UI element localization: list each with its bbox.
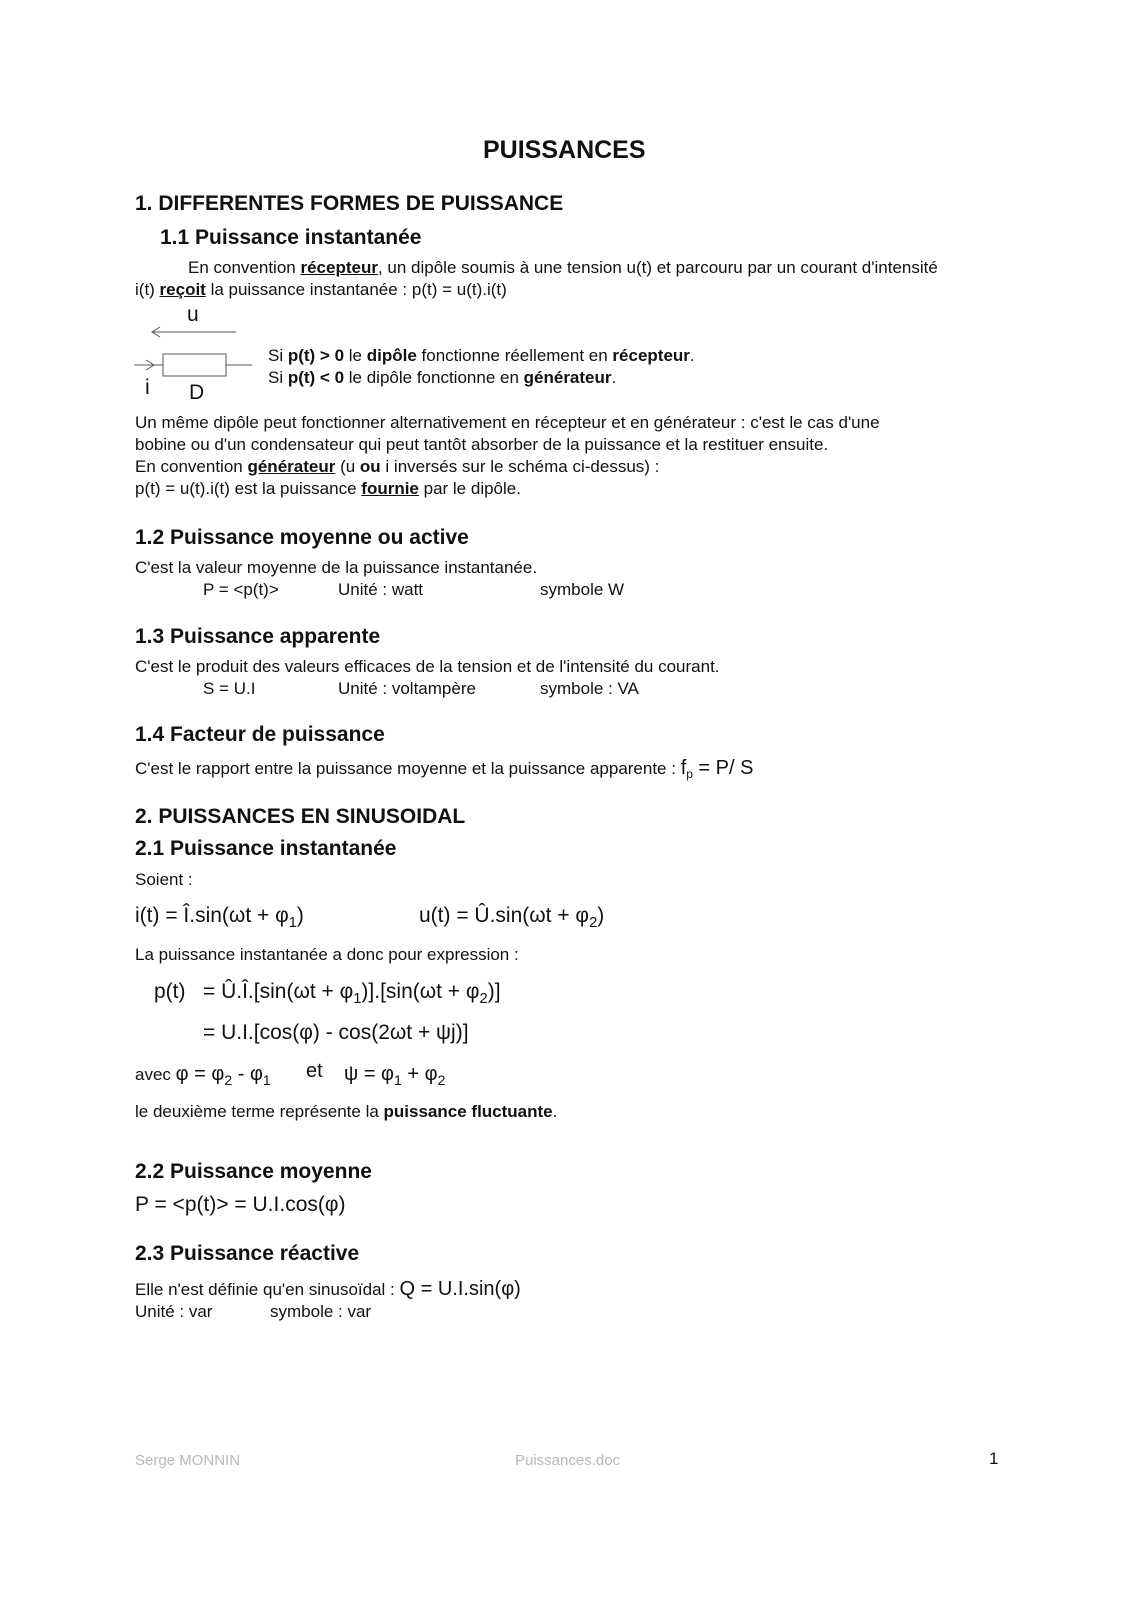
- paragraph-line: La puissance instantanée a donc pour expression :: [135, 945, 519, 964]
- footer-author: Serge MONNIN: [135, 1452, 241, 1469]
- average-power-formula: P = <p(t)> = U.I.cos(φ): [135, 1193, 346, 1216]
- page-title: PUISSANCES: [483, 136, 646, 164]
- section-2-2-heading: 2.2 Puissance moyenne: [135, 1160, 372, 1183]
- footer-filename: Puissances.doc: [515, 1452, 621, 1469]
- psi-definition: $\psi = \varphi_1 + \varphi_2$: [344, 1063, 446, 1088]
- paragraph-line: C'est le rapport entre la puissance moyenne et la puissance apparente : $f_p = P/$ S: [135, 757, 754, 782]
- formula: S = U.I: [203, 679, 256, 698]
- section-1-1-heading: 1.1 Puissance instantanée: [160, 226, 422, 249]
- current-equation: i(t) = Î.sin(ωt + $\varphi_1$): [135, 904, 304, 932]
- condition-generator: Si p(t) < 0 le dipôle fonctionne en générateur.: [268, 368, 617, 387]
- paragraph-line: Soient :: [135, 870, 193, 889]
- section-2-3-heading: 2.3 Puissance réactive: [135, 1242, 360, 1265]
- page-number: 1: [989, 1449, 999, 1468]
- symbol: symbole : VA: [540, 679, 639, 698]
- paragraph-line: En convention récepteur, un dipôle soumis à une tension u(t) et parcouru par un courant d'intensité: [188, 258, 938, 277]
- power-equation-expanded: = U.I.[cos(φ) - cos(2ωt + ψj)]: [203, 1021, 469, 1044]
- power-equation: p(t) = Û.Î.[sin(ωt + $\varphi_1)].[\sin(\omega t + \varphi_2)]$: [154, 980, 501, 1008]
- paragraph-line: C'est le produit des valeurs efficaces de la tension et de l'intensité du courant.: [135, 657, 720, 676]
- unit: Unité : voltampère: [338, 679, 476, 698]
- dipole-label: D: [189, 381, 205, 404]
- conjunction: et: [306, 1060, 323, 1082]
- current-label: i: [145, 376, 150, 399]
- symbol: symbole W: [540, 580, 625, 599]
- voltage-label: u: [187, 303, 199, 326]
- symbol: symbole : var: [270, 1302, 372, 1321]
- paragraph-line: le deuxième terme représente la puissance fluctuante.: [135, 1102, 558, 1121]
- condition-receptor: Si p(t) > 0 le dipôle fonctionne réellement en récepteur.: [268, 346, 695, 365]
- section-1-heading: 1. DIFFERENTES FORMES DE PUISSANCE: [135, 192, 564, 215]
- phase-definitions: avec $\varphi = \varphi_2 - \varphi_1$: [135, 1063, 271, 1088]
- unit: Unité : var: [135, 1302, 213, 1321]
- paragraph-line: bobine ou d'un condensateur qui peut tantôt absorber de la puissance et la restituer ensuite.: [135, 435, 829, 454]
- paragraph-line: i(t) reçoit la puissance instantanée : p(t) = u(t).i(t): [135, 280, 507, 299]
- paragraph-line: En convention générateur (u ou i inversés sur le schéma ci-dessus) :: [135, 457, 660, 476]
- section-1-4-heading: 1.4 Facteur de puissance: [135, 723, 385, 746]
- paragraph-line: p(t) = u(t).i(t) est la puissance fournie par le dipôle.: [135, 479, 521, 498]
- unit: Unité : watt: [338, 580, 424, 599]
- section-2-heading: 2. PUISSANCES EN SINUSOIDAL: [135, 805, 466, 828]
- formula: P = <p(t)>: [203, 580, 279, 599]
- voltage-equation: u(t) = Û.sin(ωt + $\varphi_2$): [419, 904, 605, 932]
- section-2-1-heading: 2.1 Puissance instantanée: [135, 837, 397, 860]
- section-1-3-heading: 1.3 Puissance apparente: [135, 625, 381, 648]
- paragraph-line: Elle n'est définie qu'en sinusoïdal : Q = U.I.sin(φ): [135, 1278, 521, 1300]
- paragraph-line: C'est la valeur moyenne de la puissance instantanée.: [135, 558, 538, 577]
- section-1-2-heading: 1.2 Puissance moyenne ou active: [135, 526, 469, 549]
- paragraph-line: Un même dipôle peut fonctionner alternativement en récepteur et en générateur : c'est le cas d'une: [135, 413, 880, 432]
